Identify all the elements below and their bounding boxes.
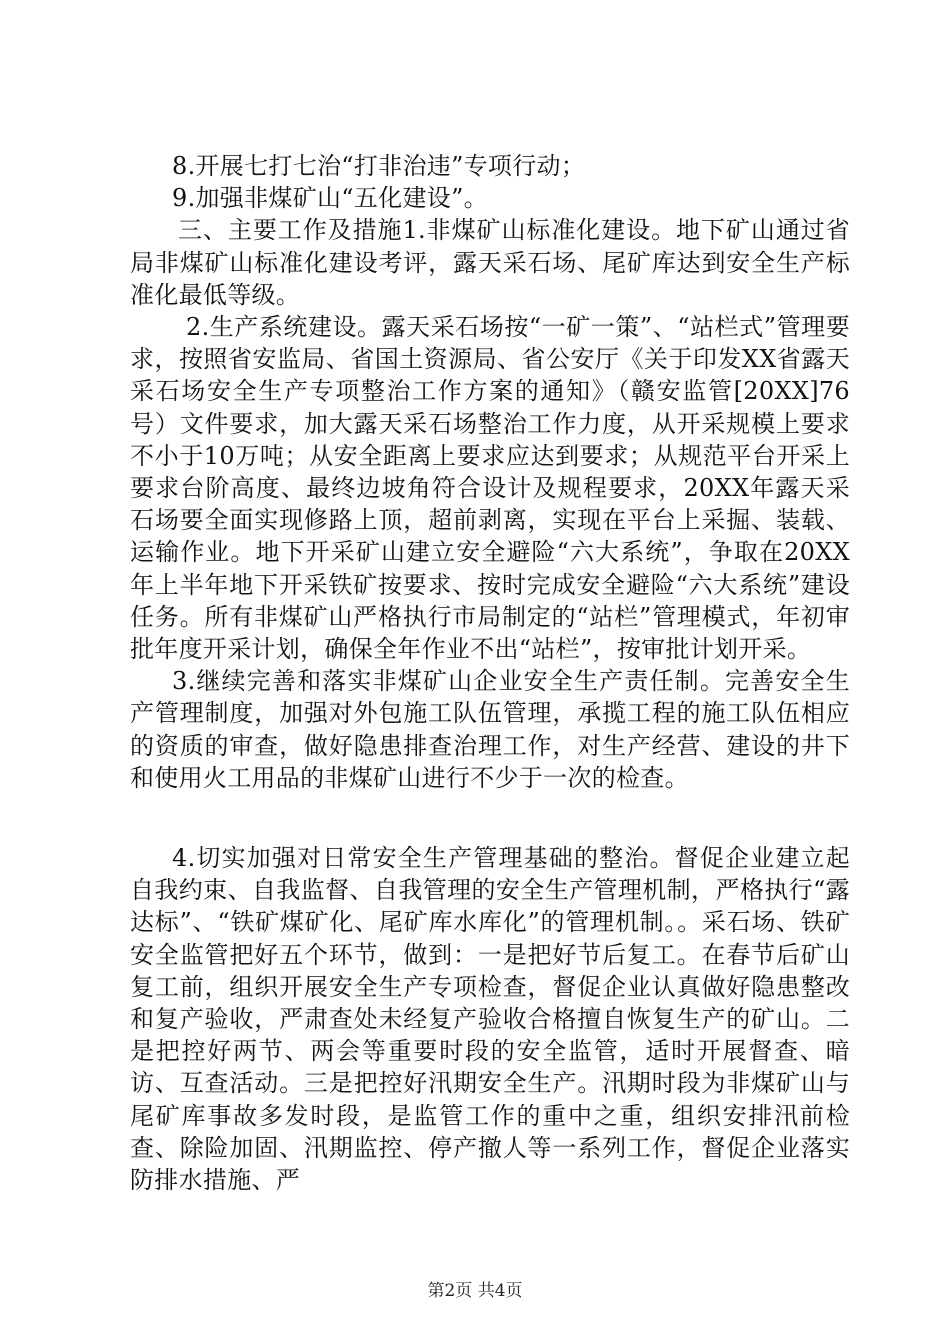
paragraph-responsibility: 3.继续完善和落实非煤矿山企业安全生产责任制。完善安全生产管理制度，加强对外包施工队伍管理，承揽工程的施工队伍相应的资质的审查，做好隐患排查治理工作，对生产经营、建设的井下和使用火工用品的非煤矿山进行不少于一次的检查。 — [130, 667, 850, 792]
paragraph-daily-management: 4.切实加强对日常安全生产管理基础的整治。督促企业建立起自我约束、自我监督、自我管理的安全生产管理机制，严格执行“露达标”、“铁矿煤矿化、尾矿库水库化”的管理机制。。采石场、铁矿安全监管把好五个环节，做到：一是把好节后复工。在春节后矿山复工前，组织开展安全生产专项检查，督促企业认真做好隐患整改和复产验收，严肃查处未经复产验收合格擅自恢复生产的矿山。二是把控好两节、两会等重要时段的安全监管，适时开展督查、暗访、互查活动。三是把控好汛期安全生产。汛期时段为非煤矿山与尾矿库事故多发时段，是监管工作的重中之重，组织安排汛前检查、除险加固、汛期监控、停产撤人等一系列工作，督促企业落实防排水措施、严 — [130, 844, 850, 1195]
page-footer: 第2页 共4页 — [427, 1281, 523, 1301]
paragraph-item-9: 9.加强非煤矿山“五化建设”。 — [172, 184, 488, 213]
paragraph-section-3: 三、主要工作及措施1.非煤矿山标准化建设。地下矿山通过省局非煤矿山标准化建设考评，露天采石场、尾矿库达到安全生产标准化最低等级。 — [130, 216, 850, 309]
paragraph-item-8: 8.开展七打七治“打非治违”专项行动； — [172, 152, 586, 180]
paragraph-gap — [130, 794, 850, 842]
paragraph-production-system: 2.生产系统建设。露天采石场按“一矿一策”、“站栏式”管理要求，按照省安监局、省国土资源局、省公安厅《关于印发XX省露天采石场安全生产专项整治工作方案的通知》（赣安监管[20XX]76号）文件要求，加大露天采石场整治工作力度，从开采规模上要求不小于10万吨；从安全距离上要求应达到要求；从规范平台开采上要求台阶高度、最终边坡角符合设计及规程要求，20XX年露天采石场要全面实现修路上顶，超前剥离，实现在平台上采掘、装载、运输作业。地下开采矿山建立安全避险“六大系统”，争取在20XX年上半年地下开采铁矿按要求、按时完成安全避险“六大系统”建设任务。所有非煤矿山严格执行市局制定的“站栏”管理模式，年初审批年度开采计划，确保全年作业不出“站栏”，按审批计划开采。 — [130, 313, 850, 664]
document-body — [130, 150, 850, 1196]
